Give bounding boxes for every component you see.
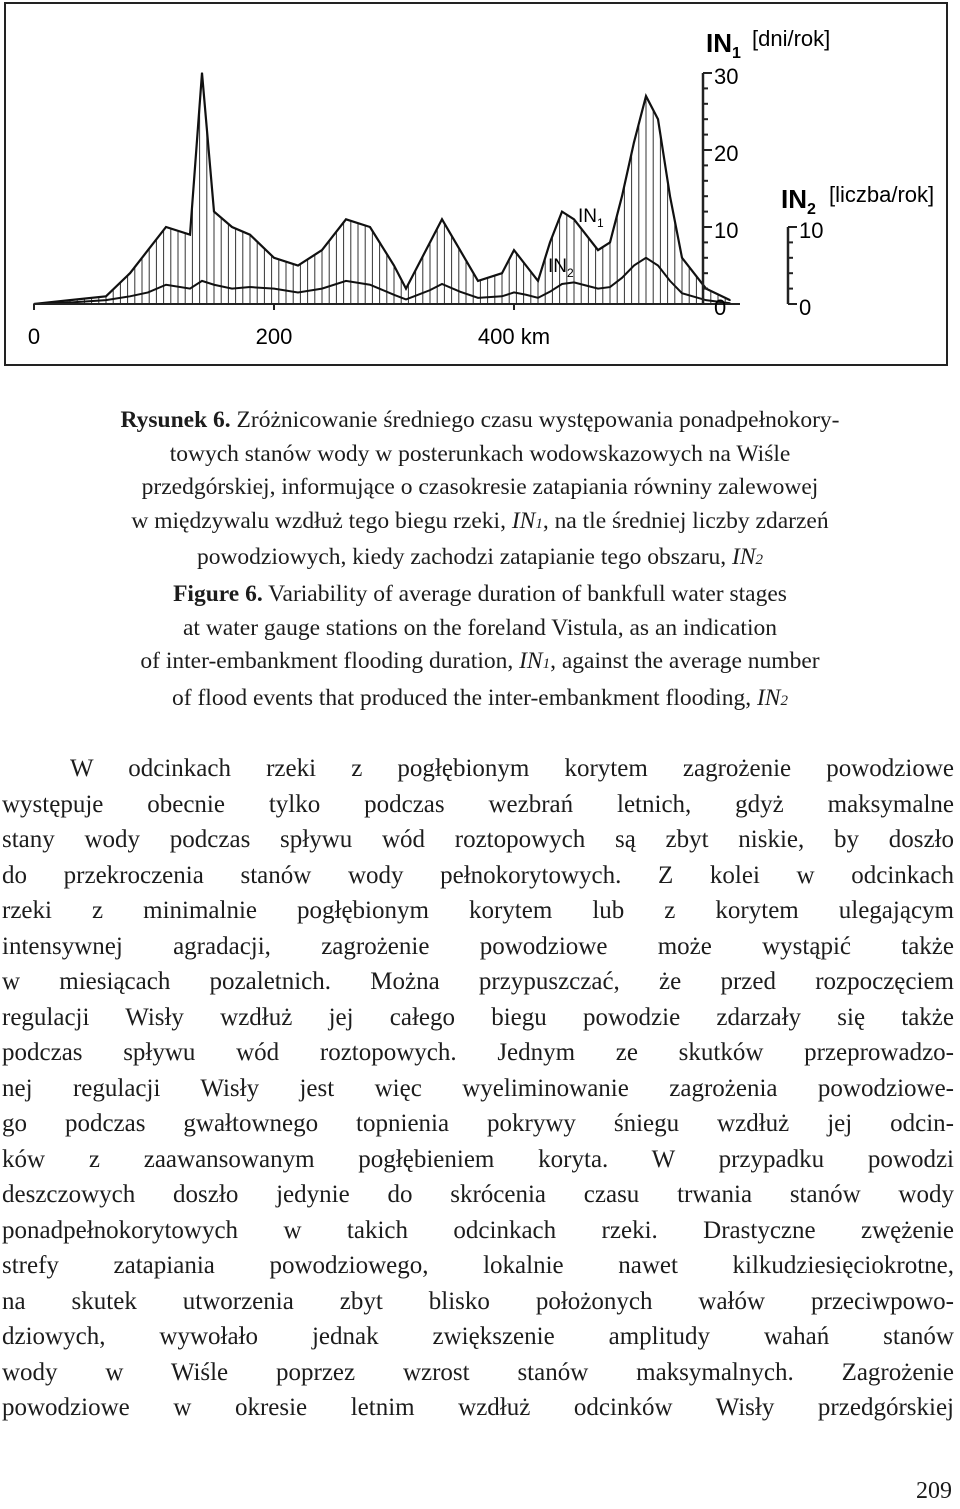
caption-label-pl: Rysunek 6. <box>120 407 231 433</box>
in2-series-line <box>34 258 730 304</box>
in1-curve-label: $IN_1$ <box>578 206 604 230</box>
body-line: występuje obecnie tylko podczas wezbrań letnich, gdyż maksymalne <box>2 790 954 818</box>
caption-line <box>0 578 960 612</box>
in1-data-point <box>201 72 203 74</box>
in1-tick-label: 10 <box>714 218 739 243</box>
in2-data-point <box>459 291 461 293</box>
in1-data-point <box>459 249 461 251</box>
in1-data-point <box>729 299 731 301</box>
in2-data-point <box>429 289 431 291</box>
in1-data-point <box>561 211 563 213</box>
in2-data-point <box>297 292 299 294</box>
in1-data-point <box>249 234 251 236</box>
figure-caption <box>0 404 960 718</box>
body-line: nej regulacji Wisły jest więc wyeliminowanie zagrożenia powodziowe- <box>2 1074 954 1102</box>
caption-line: przedgórskiej, informujące o czasokresie zatapiania równiny zalewowej <box>141 474 819 501</box>
caption-text: , na tle średniej liczby zdarzeń <box>542 507 829 534</box>
in1-data-point <box>525 265 527 267</box>
in2-data-point <box>669 280 671 282</box>
in1-data-point <box>165 226 167 228</box>
caption-line: towych stanów wody w posterunkach wodowskazowych na Wiśle <box>169 440 791 467</box>
in1-data-point <box>573 219 575 221</box>
in1-data-point <box>657 118 659 120</box>
body-line: dziowych, wywołało jednak zwiększenie amplitudy wahań stanów <box>2 1323 954 1350</box>
body-line: go podczas gwałtownego topnienia pokrywy śniegu wzdłuż jej odcin- <box>2 1110 954 1137</box>
in2-data-point <box>273 288 275 290</box>
in2-data-point <box>201 280 203 282</box>
in2-tick-label: 10 <box>799 218 824 243</box>
in1-data-point <box>417 265 419 267</box>
in1-data-point <box>405 288 407 290</box>
in2-data-point <box>657 265 659 267</box>
in1-axis-title: $IN_1$ <box>706 28 741 62</box>
chart-lines <box>33 72 731 305</box>
body-paragraph <box>2 751 954 1426</box>
x-tick-label: 200 <box>255 324 293 349</box>
in1-data-point <box>621 195 623 197</box>
body-line: ków z zaawansowanym pogłębieniem koryta. W przypadku powodzi <box>2 1145 954 1173</box>
body-line: w miesiącach pozaletnich. Można przypuszczać, że przed rozpoczęciem <box>2 968 954 995</box>
in2-data-point <box>633 265 635 267</box>
caption-text: of flood events that produced the inter-embankment flooding, <box>172 684 752 711</box>
in2-data-point <box>213 284 215 286</box>
caption-label-en: Figure 6. <box>173 580 263 607</box>
in1-data-point <box>189 234 191 236</box>
in1-data-point <box>669 195 671 197</box>
in1-axis-unit: [dni/rok] <box>752 26 831 51</box>
in2-data-point <box>525 294 527 296</box>
body-line: W odcinkach rzeki z pogłębionym korytem zagrożenie powodziowe <box>70 755 954 782</box>
in2-data-point <box>477 297 479 299</box>
in2-data-point <box>405 299 407 301</box>
in1-data-point <box>429 242 431 244</box>
in2-data-point <box>681 292 683 294</box>
in1-symbol: IN1 <box>519 648 551 675</box>
in2-data-point <box>597 288 599 290</box>
in2-data-point <box>621 277 623 279</box>
in2-data-point <box>165 284 167 286</box>
in1-data-point <box>633 142 635 144</box>
in1-tick-label: 20 <box>714 141 739 166</box>
in2-data-point <box>105 299 107 301</box>
in2-data-point <box>561 283 563 285</box>
in1-data-point <box>477 280 479 282</box>
in1-data-point <box>105 296 107 298</box>
in1-data-point <box>609 242 611 244</box>
in2-data-point <box>321 288 323 290</box>
in1-data-point <box>213 211 215 213</box>
in1-data-point <box>345 219 347 221</box>
caption-line <box>0 645 960 682</box>
in1-data-point <box>69 299 71 301</box>
body-line: regulacji Wisły wzdłuż jej całego biegu powodzie zdarzały się także <box>2 1003 954 1031</box>
in1-data-point <box>369 226 371 228</box>
caption-line <box>0 404 960 438</box>
in2-data-point <box>369 284 371 286</box>
in1-data-point <box>537 280 539 282</box>
body-line: podczas spływu wód roztopowych. Jednym ze skutków przeprowadzo- <box>2 1039 954 1066</box>
in2-data-point <box>231 288 233 290</box>
body-line: powodziowe w okresie letnim wzdłuż odcinków Wisły przedgórskiej <box>2 1394 954 1421</box>
in1-data-point <box>513 249 515 251</box>
in1-data-point <box>597 249 599 251</box>
body-line: ponadpełnokorytowych w takich odcinkach rzeki. Drastyczne zwężenie <box>2 1216 954 1244</box>
in1-tick-label: 0 <box>714 295 727 320</box>
in2-symbol: IN2 <box>732 544 764 571</box>
in1-series-line <box>34 73 730 304</box>
in2-data-point <box>705 299 707 301</box>
body-line: wody w Wiśle poprzez wzrost stanów maksymalnych. Zagrożenie <box>2 1358 954 1386</box>
body-line: rzeki z minimalnie pogłębionym korytem lub z korytem ulegającym <box>2 897 954 924</box>
body-line: strefy zatapiania powodziowego, lokalnie nawet kilkudziesięciokrotne, <box>2 1252 954 1279</box>
in2-axis-unit: [liczba/rok] <box>829 182 935 207</box>
in2-data-point <box>609 286 611 288</box>
in2-data-point <box>441 283 443 285</box>
in2-data-point <box>417 294 419 296</box>
in2-data-point <box>393 294 395 296</box>
in1-data-point <box>585 234 587 236</box>
in2-data-point <box>549 291 551 293</box>
x-tick-label: 400 km <box>477 324 551 349</box>
caption-text: , against the average number <box>550 648 820 675</box>
body-line: stany wody podczas spływu wód roztopowych są zbyt niskie, by doszło <box>2 826 954 853</box>
in2-data-point <box>345 280 347 282</box>
in1-data-point <box>147 249 149 251</box>
in1-symbol: IN1 <box>511 507 543 534</box>
body-line: intensywnej agradacji, zagrożenie powodziowe może wystąpić także <box>2 932 954 960</box>
in1-data-point <box>297 265 299 267</box>
in1-data-point <box>645 95 647 97</box>
in2-data-point <box>501 296 503 298</box>
in1-data-point <box>441 219 443 221</box>
caption-text: Variability of average duration of bankfull water stages <box>268 580 787 607</box>
in2-data-point <box>513 292 515 294</box>
in2-axis-title: $IN_2$ <box>781 184 816 218</box>
in2-data-point <box>249 286 251 288</box>
in1-data-point <box>129 272 131 274</box>
caption-line <box>0 682 960 719</box>
caption-text: of inter-embankment flooding duration, <box>140 648 514 675</box>
in1-data-point <box>393 265 395 267</box>
caption-text: Zróżnicowanie średniego czasu występowania ponadpełnokory- <box>236 407 840 433</box>
caption-line: at water gauge stations on the foreland Vistula, as an indication <box>183 614 777 641</box>
flood-profile-chart <box>6 4 946 364</box>
in2-symbol: IN2 <box>756 684 788 711</box>
in2-data-point <box>537 297 539 299</box>
page-number: 209 <box>916 1478 952 1504</box>
caption-text: w międzywalu wzdłuż tego biegu rzeki, <box>131 507 506 534</box>
body-line: do przekroczenia stanów wody pełnokorytowych. Z kolei w odcinkach <box>2 861 954 889</box>
body-line: deszczowych doszło jedynie do skrócenia czasu trwania stanów wody <box>2 1181 954 1208</box>
caption-text: powodziowych, kiedy zachodzi zatapianie tego obszaru, <box>196 544 727 571</box>
x-tick-label: 0 <box>27 324 41 349</box>
figure-frame <box>4 2 948 366</box>
in2-data-point <box>129 296 131 298</box>
in1-tick-label: 30 <box>714 64 739 89</box>
in2-data-point <box>645 257 647 259</box>
in1-data-point <box>501 272 503 274</box>
in1-data-point <box>321 249 323 251</box>
caption-line <box>0 541 960 578</box>
in1-data-point <box>231 226 233 228</box>
in2-data-point <box>147 292 149 294</box>
caption-line <box>0 505 960 542</box>
in1-data-point <box>273 257 275 259</box>
in2-data-point <box>585 285 587 287</box>
in1-data-point <box>681 257 683 259</box>
in2-tick-label: 0 <box>799 295 812 320</box>
body-line: na skutek utworzenia zbyt blisko położonych wałów przeciwpowo- <box>2 1287 954 1315</box>
in2-data-point <box>573 282 575 284</box>
in1-data-point <box>549 242 551 244</box>
in2-data-point <box>189 288 191 290</box>
in2-curve-label: $IN_2$ <box>548 256 574 280</box>
